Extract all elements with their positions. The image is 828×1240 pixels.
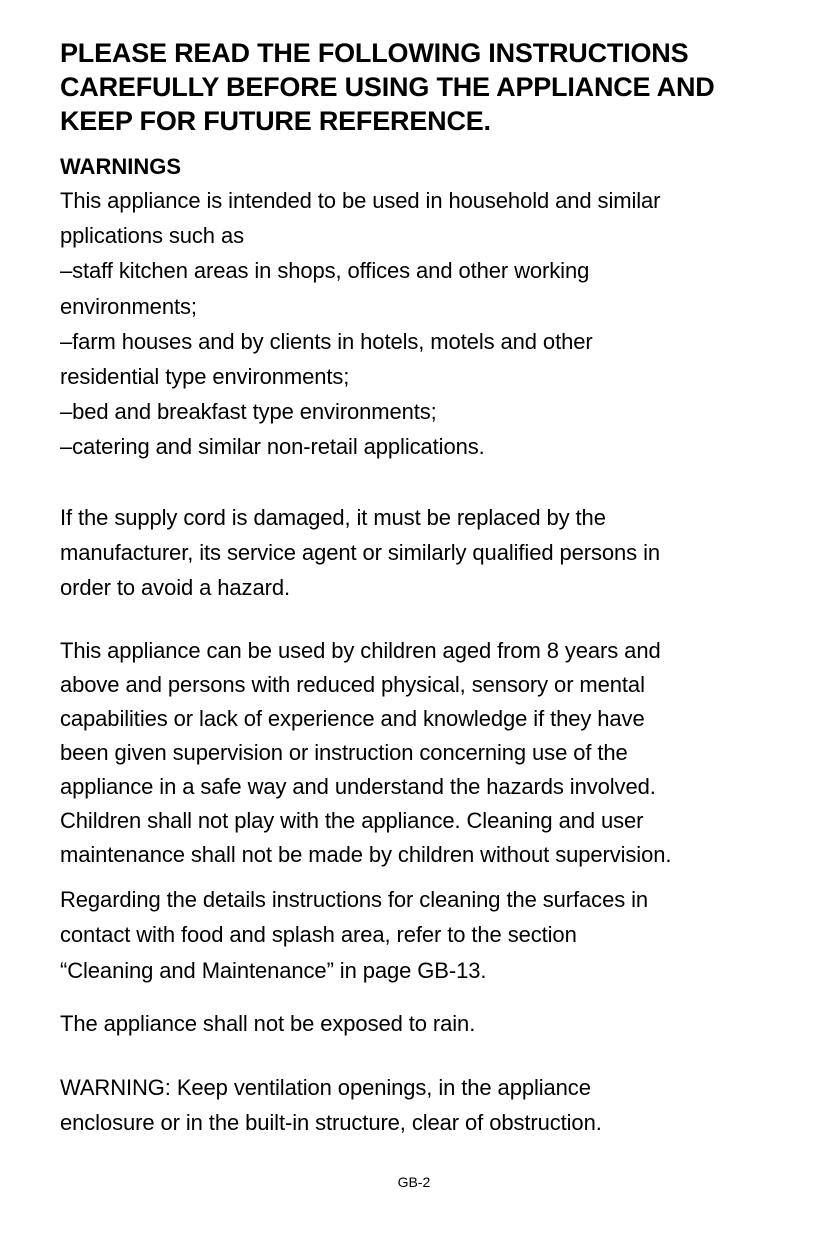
ventilation-warning-paragraph — [60, 1070, 800, 1140]
text-line: This appliance is intended to be used in household and similar — [60, 188, 661, 213]
text-line: residential type environments; — [60, 364, 350, 390]
text-line: capabilities or lack of experience and knowledge if they have — [60, 706, 645, 732]
text-line: manufacturer, its service agent or similarly qualified persons in — [60, 539, 660, 565]
text-line: The appliance shall not be exposed to rain. — [60, 1010, 476, 1036]
text-line: pplications such as — [60, 223, 244, 249]
text-line: –catering and similar non-retail applications. — [60, 434, 485, 460]
rain-warning-paragraph — [60, 1006, 800, 1041]
text-line: –farm houses and by clients in hotels, motels and other — [60, 328, 593, 354]
supply-cord-paragraph — [60, 500, 800, 606]
title-line: CAREFULLY BEFORE USING THE APPLIANCE AND — [60, 72, 715, 102]
title-line: KEEP FOR FUTURE REFERENCE. — [60, 106, 491, 136]
text-line: above and persons with reduced physical, sensory or mental — [60, 672, 645, 698]
page-title — [60, 36, 800, 138]
text-line: maintenance shall not be made by children without supervision. — [60, 842, 672, 868]
text-line: –staff kitchen areas in shops, offices and other working — [60, 258, 590, 284]
text-line: been given supervision or instruction concerning use of the — [60, 740, 628, 766]
text-line: WARNING: Keep ventilation openings, in the appliance — [60, 1075, 591, 1101]
text-line: Children shall not play with the appliance. Cleaning and user — [60, 808, 644, 834]
text-line: order to avoid a hazard. — [60, 575, 290, 601]
text-line: enclosure or in the built-in structure, clear of obstruction. — [60, 1110, 602, 1136]
title-line: PLEASE READ THE FOLLOWING INSTRUCTIONS — [60, 38, 689, 68]
warnings-heading: WARNINGS — [60, 154, 181, 179]
children-use-paragraph — [60, 634, 800, 872]
document-page — [60, 36, 800, 1140]
text-line: This appliance can be used by children aged from 8 years and — [60, 638, 661, 664]
cleaning-reference-paragraph — [60, 882, 800, 988]
text-line: If the supply cord is damaged, it must be replaced by the — [60, 504, 606, 530]
text-line: environments; — [60, 293, 197, 319]
text-line: –bed and breakfast type environments; — [60, 399, 437, 425]
text-line: appliance in a safe way and understand the hazards involved. — [60, 774, 656, 800]
page-number: GB-2 — [397, 1174, 431, 1190]
text-line: contact with food and splash area, refer to the section — [60, 922, 577, 948]
intended-use-paragraph — [60, 183, 800, 465]
text-line: Regarding the details instructions for cleaning the surfaces in — [60, 887, 649, 913]
text-line: “Cleaning and Maintenance” in page GB-13. — [60, 957, 487, 983]
